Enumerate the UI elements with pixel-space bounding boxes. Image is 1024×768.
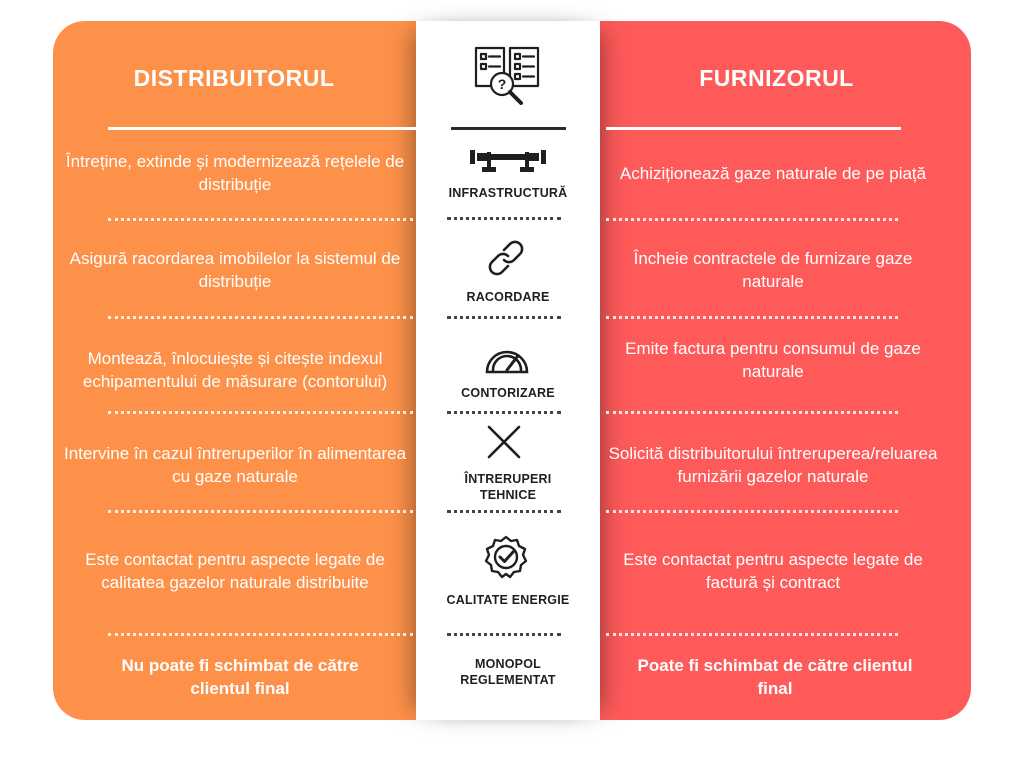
distributor-quality-text: Este contactat pentru aspecte legate de calitatea gazelor naturale distribuite xyxy=(85,550,385,592)
row-divider xyxy=(606,510,898,513)
category-interruptions-line2: TEHNICE xyxy=(479,488,537,502)
supplier-title-rule xyxy=(606,127,901,130)
svg-text:?: ? xyxy=(497,76,507,92)
row-divider xyxy=(108,633,413,636)
supplier-connection-text: Încheie contractele de furnizare gaze naturale xyxy=(633,249,913,291)
distributor-infrastructure-text: Întreține, extinde și modernizează rețelele de distribuție xyxy=(65,152,405,194)
category-connection: RACORDARE xyxy=(466,290,550,304)
supplier-interruptions-text: Solicită distribuitorului întreruperea/reluarea furnizării gazelor naturale xyxy=(608,444,938,486)
row-divider xyxy=(606,218,898,221)
row-divider xyxy=(108,316,413,319)
row-divider xyxy=(108,218,413,221)
category-quality: CALITATE ENERGIE xyxy=(446,593,570,607)
cross-icon xyxy=(486,424,522,460)
row-divider xyxy=(108,510,413,513)
row-divider xyxy=(606,316,898,319)
distributor-title-rule xyxy=(108,127,418,130)
center-title-rule xyxy=(451,127,566,130)
row-divider xyxy=(447,217,561,220)
link-icon xyxy=(486,238,526,278)
distributor-monopoly-text: Nu poate fi schimbat de către clientul final xyxy=(121,656,359,698)
distributor-interruptions-text: Intervine în cazul întreruperilor în alimentarea cu gaze naturale xyxy=(63,444,407,486)
pipeline-icon xyxy=(470,148,546,174)
supplier-monopoly-text: Poate fi schimbat de către clientul final xyxy=(637,656,913,698)
category-infrastructure: INFRASTRUCTURĂ xyxy=(448,186,568,200)
category-metering: CONTORIZARE xyxy=(461,386,555,400)
supplier-metering-text: Emite factura pentru consumul de gaze naturale xyxy=(625,339,921,381)
distributor-connection-text: Asigură racordarea imobilelor la sistemul de distribuție xyxy=(69,249,401,291)
row-divider xyxy=(447,316,561,319)
distributor-title: DISTRIBUITORUL xyxy=(133,65,335,91)
supplier-title: FURNIZORUL xyxy=(699,65,854,91)
category-monopoly-line1: MONOPOL xyxy=(475,657,541,671)
category-interruptions-line1: ÎNTRERUPERI xyxy=(464,472,552,486)
category-monopoly-line2: REGLEMENTAT xyxy=(460,673,556,687)
supplier-quality-text: Este contactat pentru aspecte legate de factură și contract xyxy=(623,550,923,592)
supplier-infrastructure-text: Achiziționează gaze naturale de pe piață xyxy=(619,163,927,183)
row-divider xyxy=(447,510,561,513)
row-divider xyxy=(447,411,561,414)
row-divider xyxy=(606,633,898,636)
row-divider xyxy=(606,411,898,414)
distributor-metering-text: Montează, înlocuiește și citește indexul echipamentului de măsurare (contorului) xyxy=(82,349,388,391)
gauge-icon xyxy=(483,342,531,376)
checklist-magnifier-icon xyxy=(474,46,542,114)
row-divider xyxy=(108,411,413,414)
quality-badge-icon xyxy=(484,535,528,579)
row-divider xyxy=(447,633,561,636)
